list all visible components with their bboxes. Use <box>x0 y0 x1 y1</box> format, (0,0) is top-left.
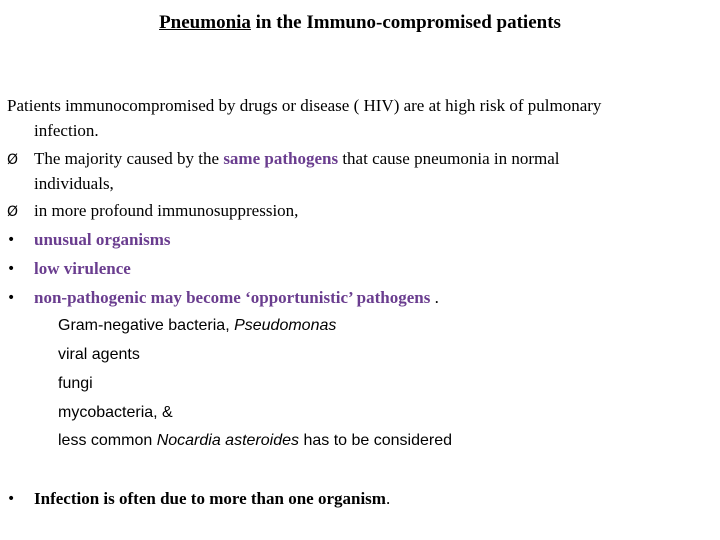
point-1 <box>34 149 560 169</box>
point-1-highlight: same pathogens <box>223 149 339 168</box>
bullet-opportunistic-text: non-pathogenic may become ‘opportunistic’ pathogens <box>34 288 431 307</box>
point-1-post: that cause pneumonia in normal <box>338 149 560 168</box>
arrow-bullet-icon: Ø <box>7 204 19 220</box>
sub-item-pseudomonas: Pseudomonas <box>234 317 337 334</box>
slide-title <box>0 12 720 34</box>
arrow-bullet-icon: Ø <box>7 152 19 168</box>
title-underlined-word: Pneumonia <box>159 12 251 33</box>
sub-item-nocardia-post: has to be considered <box>299 432 452 449</box>
final-bullet <box>34 489 390 509</box>
final-bullet-tail: . <box>385 489 391 508</box>
bullet-unusual-organisms: unusual organisms <box>34 230 171 249</box>
round-bullet-icon: • <box>7 290 16 306</box>
point-1-line-2: individuals, <box>34 174 114 193</box>
sub-item-fungi: fungi <box>58 375 93 392</box>
intro-line-2: infection. <box>34 121 99 140</box>
sub-item-nocardia-italic: Nocardia asteroides <box>156 432 299 449</box>
intro-line-1: Patients immunocompromised by drugs or disease ( HIV) are at high risk of pulmonary <box>7 96 602 115</box>
final-bullet-text: Infection is often due to more than one organism <box>34 489 386 508</box>
round-bullet-icon: • <box>7 232 16 248</box>
title-rest: in the Immuno-compromised patients <box>250 12 561 33</box>
round-bullet-icon: • <box>7 491 16 507</box>
point-1-pre: The majority caused by the <box>34 149 224 168</box>
sub-item-gram-negative <box>58 317 336 335</box>
sub-item-nocardia <box>58 432 452 450</box>
point-2: in more profound immunosuppression, <box>34 201 299 220</box>
sub-item-gram-negative-text: Gram-negative bacteria, <box>58 317 235 334</box>
bullet-opportunistic <box>34 288 439 308</box>
sub-item-viral: viral agents <box>58 346 140 363</box>
bullet-opportunistic-tail: . <box>430 288 439 307</box>
bullet-low-virulence: low virulence <box>34 259 131 278</box>
sub-item-mycobacteria: mycobacteria, & <box>58 404 173 421</box>
sub-item-nocardia-pre: less common <box>58 432 157 449</box>
round-bullet-icon: • <box>7 261 16 277</box>
